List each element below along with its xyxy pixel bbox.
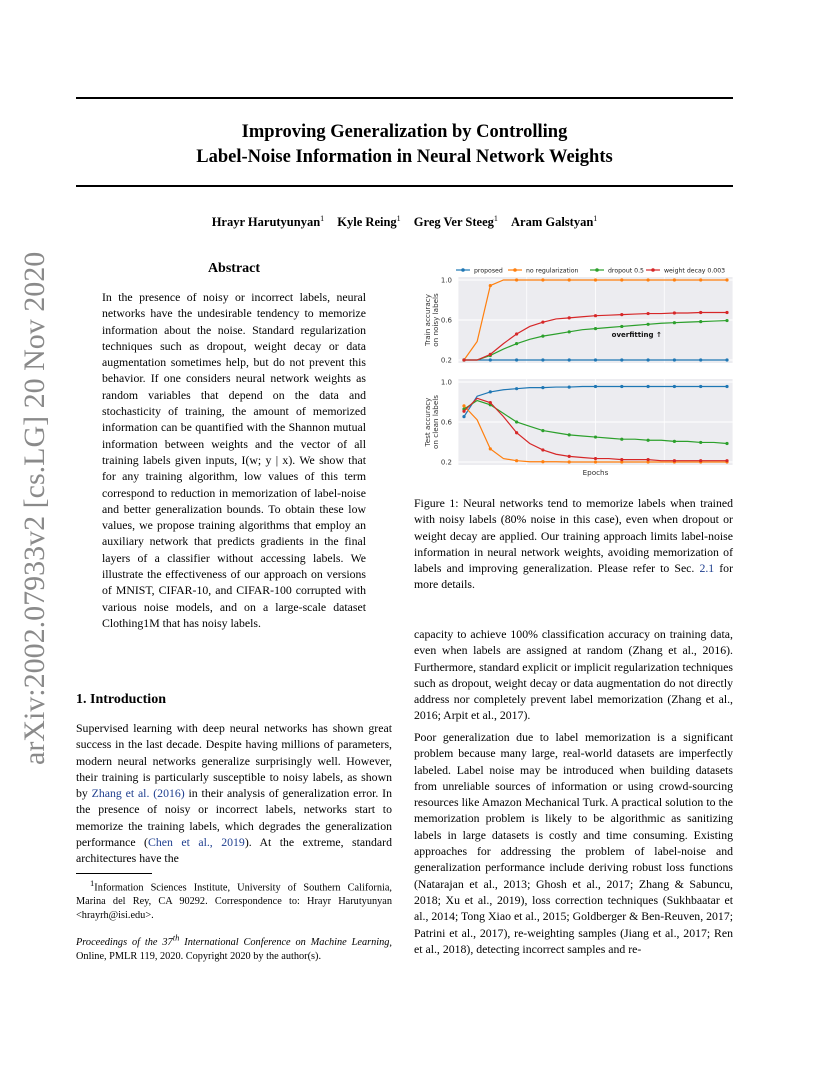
section-ref-link[interactable]: 2.1 — [699, 561, 715, 576]
data-point — [568, 455, 571, 458]
data-point — [699, 358, 702, 361]
figure-1-chart — [408, 262, 733, 484]
data-point — [594, 460, 597, 463]
data-point — [620, 358, 623, 361]
data-point — [594, 278, 597, 281]
abstract-body: In the presence of noisy or incorrect labels, neural networks have the undesirable tendency to memorize information about the noise. Standard regularization techniques such as dropout, weight decay or data augmentation sometimes help, but do not prevent this behavior. If one considers neural network weights as random variables that depend on the data and stochasticity of training, the amount of memorized information can be quantified with the Shannon mutual information between weights and the vector of all training labels given inputs, I(w; y | x). We show that for any training algorithm, low values of this term correspond to reduction in memorization of label-noise and better generalization bounds. To obtain these low values, we propose training algorithms that employ an auxiliary network that predicts gradients in the final layers of a classifier without accessing labels. We illustrate the effectiveness of our approach on versions of MNIST, CIFAR-10, and CIFAR-100 corrupted with various noise models, and on a large-scale dataset Clothing1M that has noisy labels. — [102, 290, 366, 630]
data-point — [725, 442, 728, 445]
right-col-paragraph-2: Poor generalization due to label memorization is a significant problem because many large, real-world datasets are imperfectly labeled. Label noise may be introduced when building datasets from unreliable sources of information or using crowd-sourcing resources like Amazon Mechanical Turk. A practical solution to the memorization problem is likely to be algorithmic as sanitizing labels in large datasets is costly and time consuming. Existing approaches for addressing the problem of label-noise and generalization performance include deriving robust loss functions (Natarajan et al., 2013; Ghosh et al., 2017; Zhang & Sabuncu, 2018; Xu et al., 2019), loss correction techniques (Sukhbaatar et al., 2014; Tong Xiao et al., 2015; Goldberger & Ben-Reuven, 2017; Patrini et al., 2017), re-weighting samples (Jiang et al., 2017; Ren et al., 2018), detecting incorrect samples and re- — [414, 730, 733, 956]
legend-label: proposed — [474, 267, 503, 275]
figure-caption: Figure 1: Neural networks tend to memorize labels when trained with noisy labels (80% noise in this case), even when dropout or weight decay are applied. Our training approach limits label-noise information in neural network weights, avoiding memorization of labels and improving generalization. Please refer to Sec. 2.1 for more details. — [414, 496, 733, 592]
data-point — [568, 385, 571, 388]
data-point — [515, 332, 518, 335]
y-tick-label: 1.0 — [440, 276, 452, 285]
footnote-rule — [76, 873, 152, 874]
data-point — [541, 278, 544, 281]
data-point — [699, 441, 702, 444]
data-point — [673, 311, 676, 314]
author: Hrayr Harutyunyan$^1$ — [211, 214, 325, 230]
data-point — [568, 330, 571, 333]
data-point — [725, 311, 728, 314]
data-point — [673, 459, 676, 462]
author: Kyle Reing$^1$ — [337, 214, 401, 230]
data-point — [647, 458, 650, 461]
title-bottom-rule — [76, 185, 733, 187]
legend-label: weight decay 0.003 — [664, 267, 726, 275]
data-point — [541, 386, 544, 389]
data-point — [568, 433, 571, 436]
author-list — [76, 214, 733, 230]
citation-link[interactable]: Zhang et al. (2016) — [91, 786, 185, 801]
data-point — [673, 385, 676, 388]
data-point — [568, 278, 571, 281]
train-accuracy-panel — [423, 277, 733, 365]
data-point — [620, 385, 623, 388]
data-point — [647, 385, 650, 388]
paper-title — [76, 120, 733, 170]
data-point — [594, 327, 597, 330]
data-point — [620, 278, 623, 281]
data-point — [725, 459, 728, 462]
data-point — [725, 319, 728, 322]
data-point — [594, 358, 597, 361]
data-point — [462, 358, 465, 361]
test-accuracy-panel — [423, 379, 733, 478]
data-point — [647, 323, 650, 326]
data-point — [620, 458, 623, 461]
intro-paragraph: Supervised learning with deep neural networks has shown great success in the last decade. Despite having millions of parameters, modern neural networks generalize surprisingly well. However, their training is particularly susceptible to noisy labels, as shown by Zhang et al. (2016) in their analysis of generalization error. In the presence of noisy or incorrect labels, networks start to memorize the training labels, which degrades the generalization performance (Chen et al., 2019). At the extreme, standard architectures have the — [76, 721, 392, 866]
data-point — [541, 460, 544, 463]
data-point — [594, 435, 597, 438]
proceedings-note: Proceedings of the 37th International Conference on Machine Learning, Online, PMLR 119, 2020. Copyright 2020 by the author(s). — [76, 933, 392, 963]
data-point — [673, 440, 676, 443]
chart-legend — [456, 268, 725, 275]
y-axis-label: Train accuracyon noisy labels — [423, 293, 440, 347]
data-point — [673, 358, 676, 361]
author: Greg Ver Steeg$^1$ — [413, 214, 498, 230]
data-point — [699, 278, 702, 281]
legend-marker — [595, 268, 599, 272]
data-point — [725, 385, 728, 388]
legend-label: no regularization — [526, 267, 579, 275]
data-point — [673, 321, 676, 324]
top-rule — [76, 97, 733, 99]
data-point — [699, 311, 702, 314]
data-point — [594, 457, 597, 460]
data-point — [699, 459, 702, 462]
data-point — [489, 447, 492, 450]
legend-marker — [513, 268, 517, 272]
data-point — [515, 459, 518, 462]
data-point — [594, 314, 597, 317]
data-point — [489, 401, 492, 404]
title-line-1: Improving Generalization by Controlling — [241, 122, 568, 142]
data-point — [647, 439, 650, 442]
data-point — [541, 429, 544, 432]
data-point — [673, 278, 676, 281]
overfitting-annotation: overfitting ↑ — [611, 331, 662, 339]
x-axis-label: Epochs — [582, 468, 609, 477]
legend-label: dropout 0.5 — [608, 267, 644, 275]
title-line-2: Label-Noise Information in Neural Network Weights — [196, 147, 613, 167]
data-point — [541, 321, 544, 324]
data-point — [620, 325, 623, 328]
author: Aram Galstyan$^1$ — [511, 214, 598, 230]
data-point — [489, 353, 492, 356]
data-point — [620, 438, 623, 441]
data-point — [515, 342, 518, 345]
y-tick-label: 0.2 — [440, 458, 452, 467]
data-point — [462, 415, 465, 418]
legend-marker — [651, 268, 655, 272]
data-point — [489, 284, 492, 287]
data-point — [647, 278, 650, 281]
data-point — [541, 448, 544, 451]
data-point — [541, 358, 544, 361]
y-tick-label: 1.0 — [440, 378, 452, 387]
right-col-paragraph-1: capacity to achieve 100% classification accuracy on training data, even when labels are assigned at random (Zhang et al., 2016). Furthermore, standard explicit or implicit regularization techniques such as dropout, weight decay or data augmentation do not directly address nor completely prevent label memorization (Zhang et al., 2016; Arpit et al., 2017). — [414, 627, 733, 723]
data-point — [515, 420, 518, 423]
data-point — [725, 358, 728, 361]
data-point — [620, 313, 623, 316]
data-point — [462, 404, 465, 407]
data-point — [541, 335, 544, 338]
y-axis-label: Test accuracyon clean labels — [423, 395, 440, 449]
data-point — [568, 316, 571, 319]
data-point — [699, 385, 702, 388]
data-point — [462, 410, 465, 413]
legend-marker — [461, 268, 465, 272]
data-point — [489, 358, 492, 361]
data-point — [647, 312, 650, 315]
section-heading: 1. Introduction — [76, 692, 166, 707]
data-point — [515, 358, 518, 361]
data-point — [725, 278, 728, 281]
arxiv-watermark: arXiv:2002.07933v2 [cs.LG] 20 Nov 2020 — [18, 251, 51, 765]
data-point — [594, 385, 597, 388]
data-point — [489, 390, 492, 393]
data-point — [647, 358, 650, 361]
data-point — [515, 431, 518, 434]
citation-link[interactable]: Chen et al., 2019 — [148, 835, 245, 850]
y-tick-label: 0.6 — [440, 418, 452, 427]
abstract-heading: Abstract — [207, 261, 261, 276]
data-point — [568, 460, 571, 463]
y-tick-label: 0.2 — [440, 356, 452, 365]
data-point — [515, 278, 518, 281]
footnote: $^1$Information Sciences Institute, University of Southern California, Marina del Rey, CA 90292. Correspondence to: Hrayr Harutyunyan <hrayrh@isi.edu>. — [76, 878, 392, 922]
y-tick-label: 0.6 — [440, 316, 452, 325]
data-point — [515, 387, 518, 390]
data-point — [568, 358, 571, 361]
data-point — [699, 320, 702, 323]
